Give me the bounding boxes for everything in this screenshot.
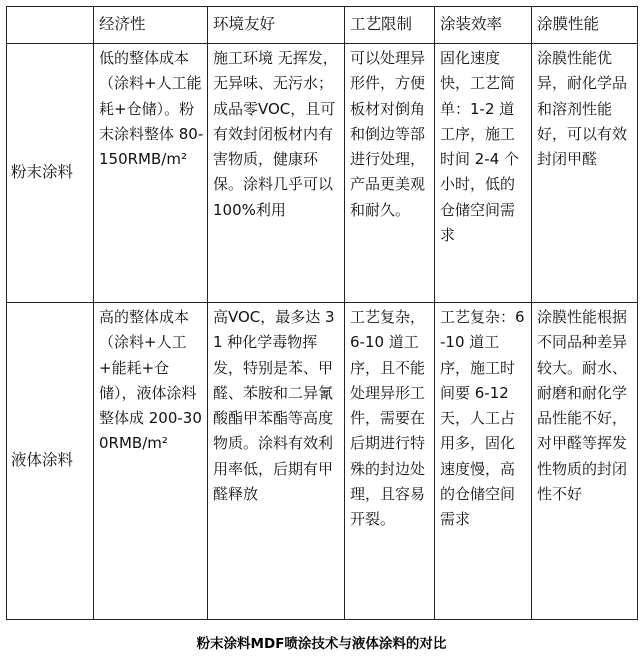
table-caption: 粉末涂料MDF喷涂技术与液体涂料的对比: [196, 636, 447, 652]
cell-powder-process-limits: 可以处理异形件，方便板材对倒角和倒边等部进行处理，产品更美观和耐久。: [345, 44, 435, 303]
row-label-liquid: 液体涂料: [7, 303, 94, 620]
row-label-powder: 粉末涂料: [7, 44, 94, 303]
cell-liquid-process-limits: 工艺复杂，6-10 道工序，且不能处理异形工件，需要在后期进行特殊的封边处理，且容易开裂。: [345, 303, 435, 620]
table-row: [7, 44, 638, 303]
header-economy: 经济性: [94, 7, 208, 44]
header-coating-efficiency: 涂装效率: [435, 7, 532, 44]
header-film-performance: 涂膜性能: [532, 7, 638, 44]
table-header-row: [7, 7, 638, 44]
cell-powder-film-performance: 涂膜性能优异，耐化学品和溶剂性能好，可以有效封闭甲醛: [532, 44, 638, 303]
header-corner: [7, 7, 94, 44]
table-row: [7, 303, 638, 620]
cell-powder-coating-efficiency: 固化速度快，工艺简单：1-2 道工序，施工时间 2-4 个小时，低的仓储空间需求: [435, 44, 532, 303]
cell-powder-environment: 施工环境 无挥发，无异味、无污水；成品零VOC，且可有效封闭板材内有害物质，健康环保。涂料几乎可以 100%利用: [208, 44, 345, 303]
header-environment: 环境友好: [208, 7, 345, 44]
cell-liquid-film-performance: 涂膜性能根据不同品种差异较大。耐水、耐磨和耐化学品性能不好，对甲醛等挥发性物质的封闭性不好: [532, 303, 638, 620]
cell-powder-economy: 低的整体成本（涂料+人工能耗+仓储）。粉末涂料整体 80-150RMB/m²: [94, 44, 208, 303]
header-process-limits: 工艺限制: [345, 7, 435, 44]
cell-liquid-economy: 高的整体成本（涂料+人工+能耗+仓储），液体涂料整体成 200-300RMB/m²: [94, 303, 208, 620]
cell-liquid-coating-efficiency: 工艺复杂：6-10 道工序，施工时间要 6-12 天，人工占用多，固化速度慢，高的仓储空间需求: [435, 303, 532, 620]
cell-liquid-environment: 高VOC，最多达 31 种化学毒物挥发，特别是苯、甲醛、苯胺和二异氰酸酯甲苯酯等高度物质。涂料有效利用率低，后期有甲醛释放: [208, 303, 345, 620]
comparison-table: [6, 6, 638, 620]
